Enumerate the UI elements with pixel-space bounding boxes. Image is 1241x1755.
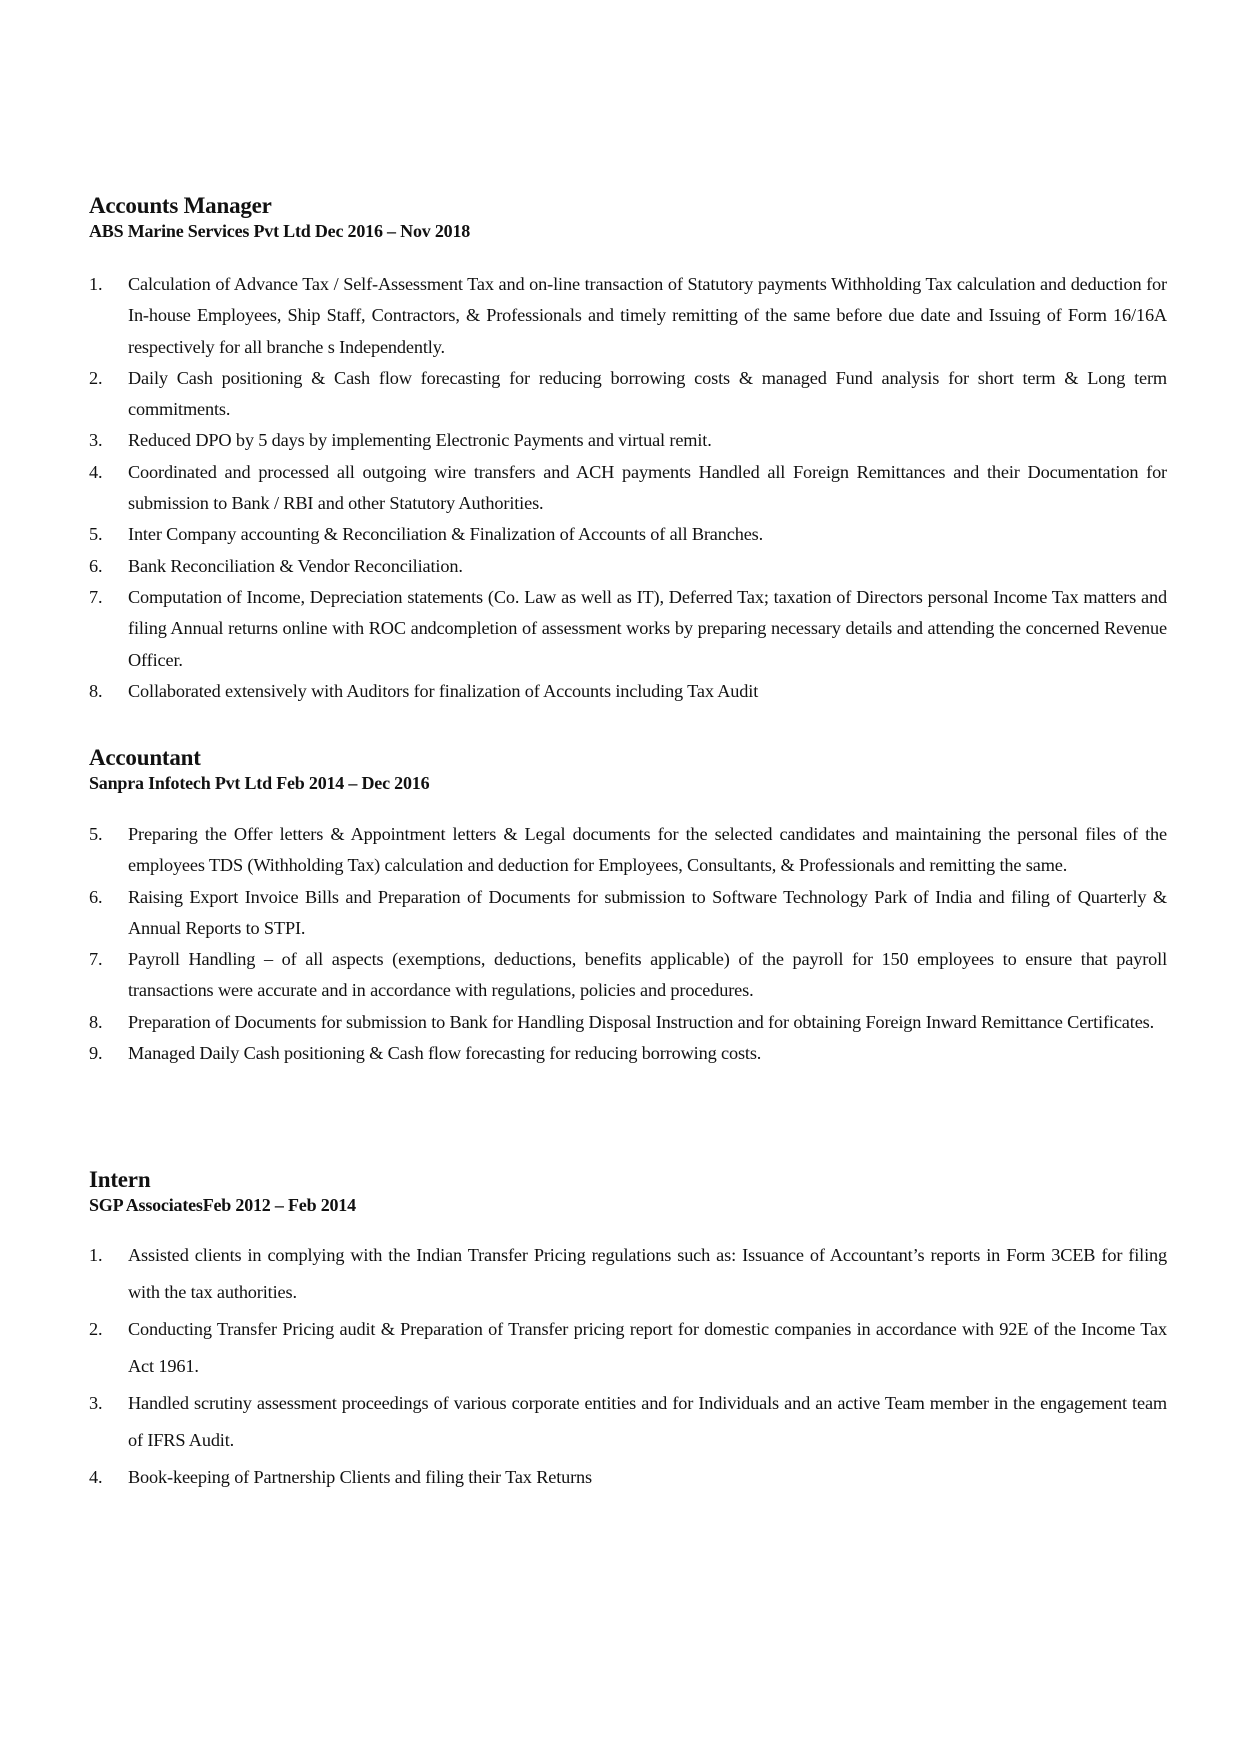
list-item — [89, 819, 1167, 882]
item-number: 4. — [89, 1467, 103, 1487]
item-number: 9. — [89, 1043, 103, 1064]
item-text: Calculation of Advance Tax / Self-Assessment Tax and on-line transaction of Statutory payments Withholding Tax calculation and deduction for In-house Employees, Ship Staff, Contractors, & Professionals and timely remitting of the same before due date and Issuing of Form 16/16A respectively for all branche s Independently. — [128, 274, 1167, 357]
list-item — [89, 269, 1167, 363]
item-number: 2. — [89, 1319, 103, 1339]
item-text: Computation of Income, Depreciation statements (Co. Law as well as IT), Deferred Tax; taxation of Directors personal Income Tax matters and filing Annual returns online with ROC andcompletion of assessment works by preparing necessary details and attending the concerned Revenue Officer. — [128, 586, 1167, 670]
responsibility-list — [89, 269, 1167, 707]
list-item — [89, 551, 1167, 582]
responsibility-list — [89, 819, 1167, 1069]
item-number: 1. — [89, 274, 103, 294]
item-text: Inter Company accounting & Reconciliation & Finalization of Accounts of all Branches. — [128, 524, 764, 545]
job-section-accounts-manager — [89, 193, 1167, 707]
item-text: Managed Daily Cash positioning & Cash flow forecasting for reducing borrowing costs. — [128, 1043, 762, 1064]
job-company-dates: SGP AssociatesFeb 2012 – Feb 2014 — [89, 1195, 356, 1215]
item-text: Handled scrutiny assessment proceedings of various corporate entities and for Individuals and an active Team member in the engagement team of IFRS Audit. — [128, 1393, 1167, 1450]
item-number: 8. — [89, 680, 103, 701]
job-section-intern — [89, 1167, 1167, 1496]
item-number: 4. — [89, 461, 103, 482]
item-number: 7. — [89, 586, 103, 607]
item-number: 5. — [89, 524, 103, 545]
list-item — [89, 363, 1167, 426]
list-item — [89, 1459, 1167, 1496]
item-text: Reduced DPO by 5 days by implementing Electronic Payments and virtual remit. — [128, 430, 712, 451]
item-number: 6. — [89, 886, 103, 907]
responsibility-list — [89, 1237, 1167, 1496]
item-text: Preparation of Documents for submission to Bank for Handling Disposal Instruction and for obtaining Foreign Inward Remittance Certificates. — [128, 1011, 1155, 1032]
list-item — [89, 944, 1167, 1007]
item-number: 2. — [89, 367, 103, 388]
list-item — [89, 1007, 1167, 1038]
item-number: 3. — [89, 430, 103, 451]
list-item — [89, 1038, 1167, 1069]
job-section-accountant — [89, 745, 1167, 1069]
item-text: Conducting Transfer Pricing audit & Preparation of Transfer pricing report for domestic companies in accordance with 92E of the Income Tax Act 1961. — [128, 1319, 1167, 1376]
job-company-dates: Sanpra Infotech Pvt Ltd Feb 2014 – Dec 2016 — [89, 773, 430, 793]
list-item — [89, 1311, 1167, 1385]
item-text: Payroll Handling – of all aspects (exemptions, deductions, benefits applicable) of the payroll for 150 employees to ensure that payroll transactions were accurate and in accordance with regulations, policies and procedures. — [128, 949, 1167, 1001]
item-number: 8. — [89, 1011, 103, 1032]
item-number: 1. — [89, 1245, 103, 1265]
list-item — [89, 519, 1167, 550]
job-company-dates: ABS Marine Services Pvt Ltd Dec 2016 – Nov 2018 — [89, 221, 471, 241]
item-number: 3. — [89, 1393, 103, 1413]
job-title: Accounts Manager — [89, 193, 272, 218]
item-number: 7. — [89, 949, 103, 970]
list-item — [89, 676, 1167, 707]
item-text: Raising Export Invoice Bills and Preparation of Documents for submission to Software Technology Park of India and filing of Quarterly & Annual Reports to STPI. — [128, 886, 1167, 938]
list-item — [89, 582, 1167, 676]
item-text: Assisted clients in complying with the Indian Transfer Pricing regulations such as: Issuance of Accountant’s reports in Form 3CEB for filing with the tax authorities. — [128, 1245, 1167, 1302]
job-title: Accountant — [89, 745, 201, 770]
item-text: Book-keeping of Partnership Clients and filing their Tax Returns — [128, 1467, 593, 1487]
item-text: Daily Cash positioning & Cash flow forecasting for reducing borrowing costs & managed Fund analysis for short term & Long term commitments. — [128, 367, 1167, 420]
item-text: Bank Reconciliation & Vendor Reconciliation. — [128, 555, 463, 576]
item-text: Coordinated and processed all outgoing wire transfers and ACH payments Handled all Foreign Remittances and their Documentation for submission to Bank / RBI and other Statutory Authorities. — [128, 461, 1167, 514]
list-item — [89, 882, 1167, 945]
list-item — [89, 1385, 1167, 1459]
item-number: 5. — [89, 824, 103, 844]
list-item — [89, 425, 1167, 456]
list-item — [89, 457, 1167, 520]
list-item — [89, 1237, 1167, 1311]
item-text: Collaborated extensively with Auditors for finalization of Accounts including Tax Audit — [128, 680, 759, 701]
item-number: 6. — [89, 555, 103, 576]
job-title: Intern — [89, 1167, 151, 1192]
item-text: Preparing the Offer letters & Appointment letters & Legal documents for the selected candidates and maintaining the personal files of the employees TDS (Withholding Tax) calculation and deduction for Employees, Consultants, & Professionals and remitting the same. — [128, 824, 1167, 876]
